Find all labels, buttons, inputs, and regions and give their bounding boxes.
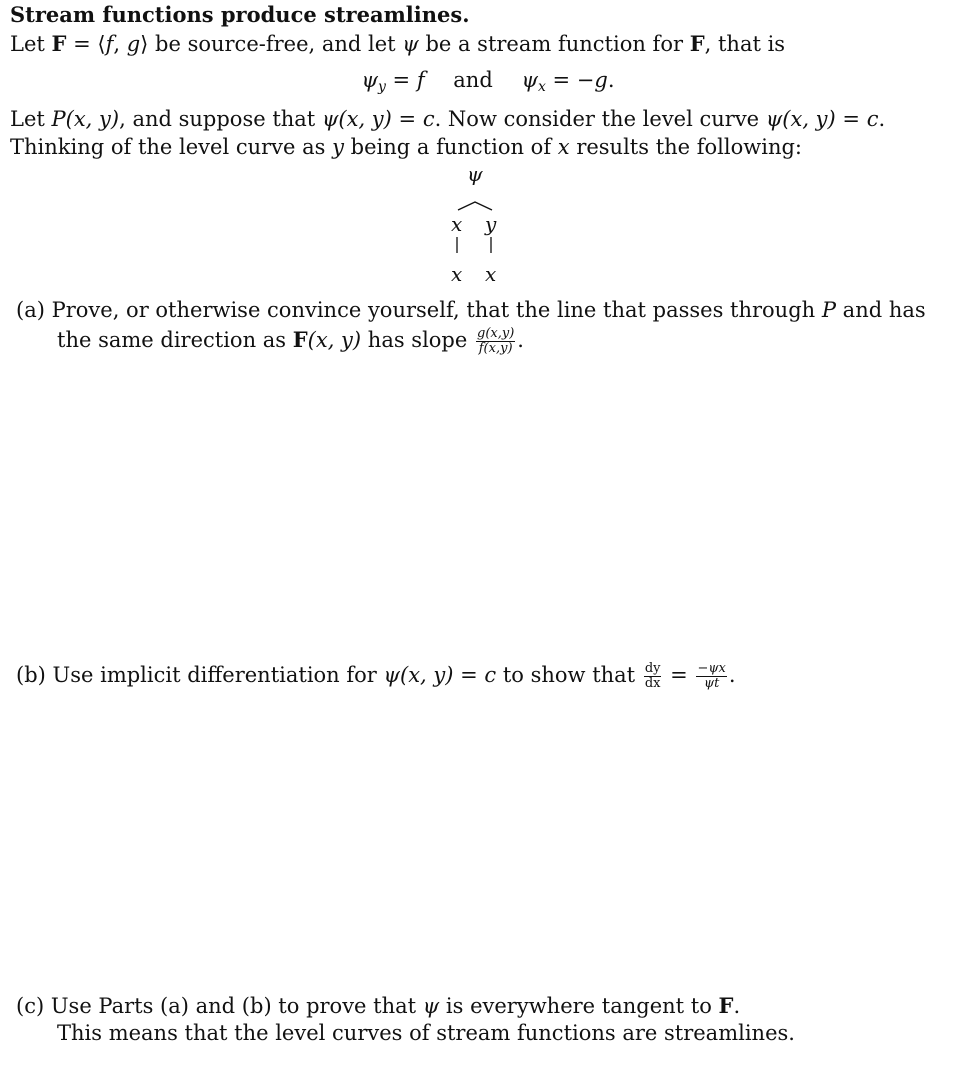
intro-line-1 <box>10 31 785 56</box>
part-a-text-2: the same direction as <box>57 328 287 352</box>
symbol-F-2: F <box>689 31 705 56</box>
part-c-label: (c) <box>16 994 45 1018</box>
symbol-f: f <box>105 32 114 56</box>
part-c-F: F <box>718 993 734 1018</box>
dependency-tree <box>440 160 510 290</box>
slope-fraction <box>476 327 515 356</box>
eq-end: . <box>607 68 615 92</box>
intro-line-4 <box>10 135 802 159</box>
derivative-fraction <box>644 662 662 691</box>
part-c-text-1: Use Parts (a) and (b) to prove that <box>50 994 417 1018</box>
slope-denominator: f(x,y) <box>478 341 513 356</box>
derivative-denominator: dx <box>644 676 661 691</box>
part-c-psi: ψ <box>422 994 440 1018</box>
part-b-text-2: to show that <box>496 663 636 687</box>
text-source-free: ⟩ be source-free, and let <box>140 32 396 56</box>
part-b-eq-2: = <box>663 663 695 687</box>
eq-f: f <box>416 68 425 92</box>
text-level-curve: . Now consider the level curve <box>434 107 760 131</box>
tree-right-leaf: x <box>485 262 497 286</box>
symbol-x: x <box>557 135 570 159</box>
sub-y: y <box>377 79 386 95</box>
text-results: results the following: <box>569 135 802 159</box>
part-b-end: . <box>728 663 736 687</box>
text-function-of: being a function of <box>344 135 552 159</box>
text-stream-fn: be a stream function for <box>418 32 684 56</box>
text-thinking: Thinking of the level curve as <box>10 135 326 159</box>
eq-2: = − <box>545 68 595 92</box>
psi-fraction <box>696 662 726 691</box>
text-suppose: , and suppose that <box>119 107 316 131</box>
eq-1: = <box>385 68 417 92</box>
intro-line-3 <box>10 107 885 131</box>
symbol-c: c <box>422 107 435 131</box>
text-period: . <box>878 107 886 131</box>
text-let: Let <box>10 32 45 56</box>
tree-right: y <box>485 212 497 236</box>
text-that-is: , that is <box>704 32 786 56</box>
part-c-line-1 <box>16 993 740 1018</box>
stream-equation <box>0 68 976 95</box>
text-comma: , <box>113 32 127 56</box>
args-P: (x, y) <box>65 107 120 131</box>
symbol-psi: ψ <box>402 32 419 56</box>
psi-numerator: −ψx <box>697 661 726 676</box>
slope-numerator: g(x,y) <box>477 326 515 341</box>
part-a-text-1: Prove, or otherwise convince yourself, that the line that passes through <box>51 298 816 322</box>
symbol-psi-3: ψ <box>765 107 783 131</box>
psi-x: ψ <box>521 68 538 92</box>
part-c-line-2: This means that the level curves of stream functions are streamlines. <box>57 1021 795 1045</box>
part-a-slope: has slope <box>361 328 468 352</box>
derivative-numerator: dy <box>644 661 661 676</box>
part-b-label: (b) <box>16 663 46 687</box>
part-a-and-has: and has <box>836 298 926 322</box>
args-psi-2: (x, y) <box>782 107 836 131</box>
tree-left-leaf: x <box>451 262 463 286</box>
psi-denominator: ψt <box>703 676 720 691</box>
part-a-F: F <box>292 327 308 352</box>
tree-left: x <box>451 212 463 236</box>
part-b <box>16 662 736 691</box>
part-b-c: c <box>484 663 497 687</box>
part-a-label: (a) <box>16 298 45 322</box>
part-a-end: . <box>517 328 524 352</box>
part-a-line-2 <box>57 327 524 356</box>
symbol-psi-2: ψ <box>321 107 339 131</box>
eq-g: g <box>594 68 608 92</box>
sub-x: x <box>537 79 546 95</box>
psi-y: ψ <box>361 68 378 92</box>
text-let-2: Let <box>10 107 45 131</box>
part-b-text-1: Use implicit differentiation for <box>52 663 377 687</box>
page-title: Stream functions produce streamlines. <box>10 2 470 27</box>
eq-and: and <box>453 68 493 92</box>
part-a-P: P <box>821 298 836 322</box>
text-eq-3: = <box>835 107 867 131</box>
symbol-y: y <box>332 135 344 159</box>
text-eq-2: = <box>391 107 423 131</box>
args-psi: (x, y) <box>338 107 392 131</box>
symbol-g: g <box>126 32 141 56</box>
part-b-psi: ψ <box>383 663 400 687</box>
part-c-end: . <box>733 994 741 1018</box>
text-eq: = ⟨ <box>66 32 106 56</box>
part-b-args: (x, y) <box>400 663 454 687</box>
part-a-args: (x, y) <box>307 328 362 352</box>
symbol-c-2: c <box>866 107 879 131</box>
part-b-eq: = <box>453 663 485 687</box>
tree-root: ψ <box>467 162 483 186</box>
symbol-F: F <box>51 31 67 56</box>
part-c-text-2: is everywhere tangent to <box>439 994 712 1018</box>
symbol-P: P <box>51 107 66 131</box>
part-a-line-1 <box>16 298 926 322</box>
